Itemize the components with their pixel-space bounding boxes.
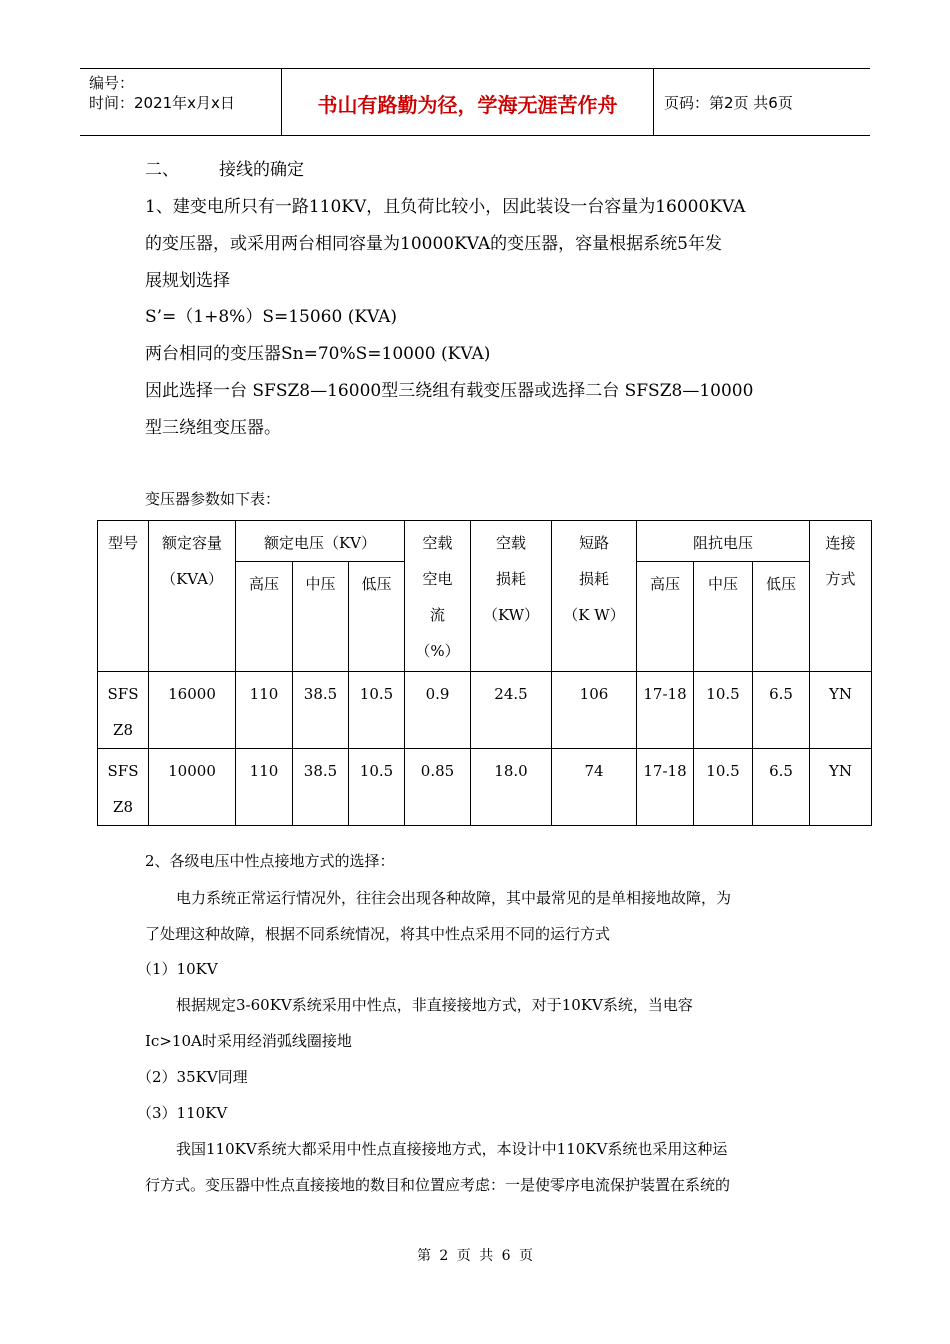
header-cell: 额定容量 （KVA） [149,521,236,672]
header-cell: 高压 [236,562,293,672]
header-page-indicator: 页码：第2页 共6页 [664,93,793,112]
table-cell: 74 [552,749,637,826]
paragraph-line: 电力系统正常运行情况外，往往会出现各种故障，其中最常见的是单相接地故障，为 [176,889,732,907]
table-cell: SFS Z8 [98,749,149,826]
list-item: （1）10KV [137,960,218,978]
table-cell: 10000 [149,749,236,826]
header-cell: 中压 [694,562,753,672]
formula-line: S’=（1+8%）S=15060 (KVA) [145,307,398,327]
table-cell: 10.5 [349,672,405,749]
header-cell: 阻抗电压 [637,521,810,562]
list-item: （2）35KV同理 [137,1068,248,1086]
table-cell: 6.5 [753,672,810,749]
paragraph-line: 1、建变电所只有一路110KV，且负荷比较小，因此装设一台容量为16000KVA [145,197,746,217]
paragraph-line: 我国110KV系统大都采用中性点直接接地方式，本设计中110KV系统也采用这种运 [176,1140,728,1158]
paragraph-line: Ic>10A时采用经消弧线圈接地 [145,1032,352,1050]
table-cell: YN [810,749,872,826]
table-cell: 18.0 [471,749,552,826]
table-cell: SFS Z8 [98,672,149,749]
section-title: 接线的确定 [219,160,304,180]
table-cell: 6.5 [753,749,810,826]
section-number: 二、 [145,160,179,180]
table-cell: 38.5 [293,749,349,826]
page-footer: 第 2 页 共 6 页 [416,1248,534,1264]
header-cell: 空载 空电 流 （%） [405,521,471,672]
paragraph-line: 根据规定3-60KV系统采用中性点，非直接接地方式，对于10KV系统，当电容 [176,996,693,1014]
header-cell: 连接 方式 [810,521,872,672]
table-cell: 0.85 [405,749,471,826]
table-cell: 10.5 [694,749,753,826]
header-cell: 额定电压（KV） [236,521,405,562]
header-motto: 书山有路勤为径，学海无涯苦作舟 [282,69,654,135]
table-cell: 38.5 [293,672,349,749]
page-header [80,68,870,136]
document-number-label: 编号： [89,74,135,92]
paragraph-line: 因此选择一台 SFSZ8—16000型三绕组有载变压器或选择二台 SFSZ8—10000 [145,381,754,401]
paragraph-line: 型三绕组变压器。 [145,418,281,438]
header-cell: 短路 损耗 （K W） [552,521,637,672]
paragraph-line: 了处理这种故障，根据不同系统情况，将其中性点采用不同的运行方式 [145,925,611,943]
table-header-row [98,521,872,562]
document-date: 时间：2021年x月x日 [89,94,235,112]
table-cell: 17-18 [637,672,694,749]
table-caption: 变压器参数如下表： [145,490,281,508]
paragraph-line: 展规划选择 [145,271,230,291]
paragraph-line: 行方式。变压器中性点直接接地的数目和位置应考虑：一是使零序电流保护装置在系统的 [145,1176,731,1194]
header-meta [80,69,282,135]
table-cell: 10.5 [694,672,753,749]
header-cell: 中压 [293,562,349,672]
header-cell: 空载 损耗 （KW） [471,521,552,672]
table-cell: 110 [236,672,293,749]
table-row [98,672,872,749]
table-row [98,749,872,826]
header-cell: 低压 [753,562,810,672]
table-cell: 10.5 [349,749,405,826]
table-cell: 17-18 [637,749,694,826]
header-cell: 型号 [98,521,149,672]
table-cell: 16000 [149,672,236,749]
subsection-title: 2、各级电压中性点接地方式的选择： [145,852,395,870]
formula-line: 两台相同的变压器Sn=70%S=10000 (KVA) [145,344,491,364]
header-cell: 低压 [349,562,405,672]
table-cell: 0.9 [405,672,471,749]
list-item: （3）110KV [137,1104,228,1122]
table-cell: 106 [552,672,637,749]
table-cell: YN [810,672,872,749]
paragraph-line: 的变压器，或采用两台相同容量为10000KVA的变压器，容量根据系统5年发 [145,234,722,254]
table-cell: 110 [236,749,293,826]
section-heading [145,152,810,189]
transformer-parameters-table [97,520,872,826]
table-cell: 24.5 [471,672,552,749]
header-cell: 高压 [637,562,694,672]
